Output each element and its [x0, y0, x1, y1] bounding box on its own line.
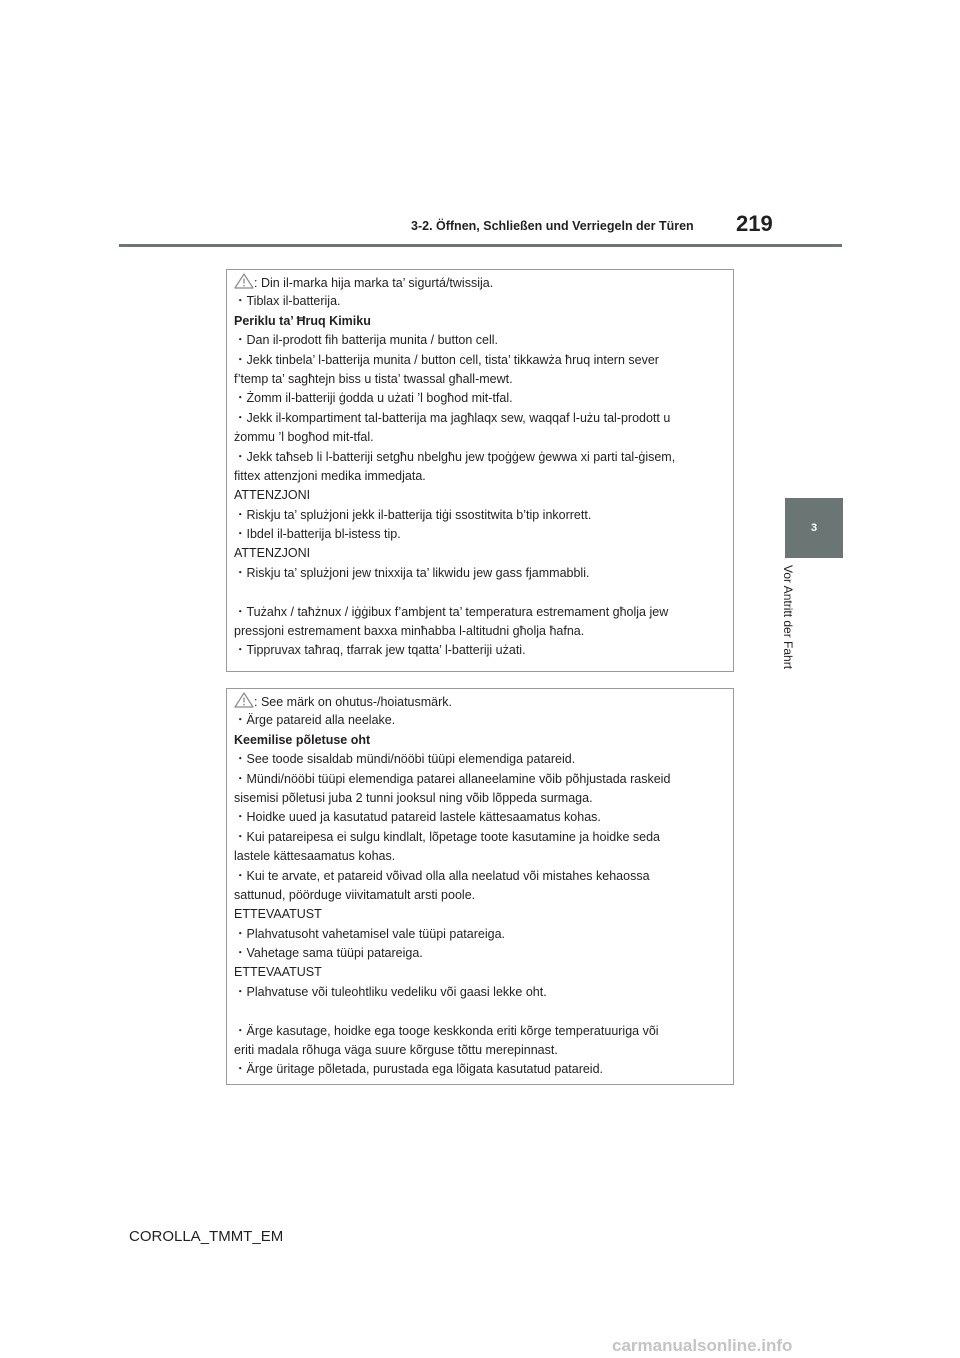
- line-text: ・Jekk il-kompartiment tal-batterija ma jagħlaqx sew, waqqaf l-użu tal-prodott u: [234, 410, 671, 425]
- line-text: ・Ärge üritage põletada, purustada ega lõigata kasutatud patareid.: [234, 1062, 604, 1077]
- text-line: [234, 983, 724, 1002]
- text-line: [234, 847, 724, 866]
- maltese-warning-box: [226, 269, 734, 672]
- line-text: ・Plahvatuse või tuleohtliku vedeliku või gaasi lekke oht.: [234, 984, 547, 999]
- text-line: [234, 351, 724, 370]
- text-line: [234, 692, 724, 711]
- text-line: [234, 905, 724, 924]
- line-text: ・Żomm il-batteriji ġodda u użati ’l bogħod mit-tfal.: [234, 391, 513, 406]
- line-text: sisemisi põletusi juba 2 tunni jooksul ning võib lõppeda surmaga.: [234, 790, 593, 805]
- text-line: [234, 1060, 724, 1079]
- line-text: fittex attenzjoni medika immedjata.: [234, 468, 426, 483]
- line-text: ・See toode sisaldab mündi/nööbi tüüpi elemendiga patareid.: [234, 752, 576, 767]
- line-text: Keemilise põletuse oht: [234, 732, 371, 747]
- line-text: ・Jekk taħseb li l-batteriji setgħu nbelgħu jew tpoġġew ġewwa xi parti tal-ġisem,: [234, 449, 676, 464]
- line-text: ・Ibdel il-batterija bl-istess tip.: [234, 527, 401, 542]
- line-text: ETTEVAATUST: [234, 907, 322, 922]
- line-text: ・Tiblax il-batterija.: [234, 294, 341, 309]
- line-text: ・Mündi/nööbi tüüpi elemendiga patarei allaneelamine võib põhjustada raskeid: [234, 771, 671, 786]
- warning-triangle-icon: [234, 273, 254, 289]
- line-text: ・Tippruvax taħraq, tfarrak jew tqatta’ l-batteriji użati.: [234, 643, 526, 658]
- line-text: sattunud, pöörduge viivitamatult arsti poole.: [234, 887, 476, 902]
- text-line: [234, 525, 724, 544]
- chapter-tab: [785, 498, 843, 558]
- line-text: Periklu ta’ Ħruq Kimiku: [234, 313, 371, 328]
- text-line: [234, 603, 724, 622]
- text-line: [234, 564, 724, 583]
- line-text: ・Ärge kasutage, hoidke ega tooge keskkonda eriti kõrge temperatuuriga või: [234, 1023, 659, 1038]
- text-line: [234, 467, 724, 486]
- chapter-number: 3: [810, 522, 818, 534]
- text-line: [234, 770, 724, 789]
- line-text: ・Dan il-prodott fih batterija munita / button cell.: [234, 333, 499, 348]
- line-text: ・Riskju ta’ splużjoni jew tnixxija ta’ likwidu jew gass fjammabbli.: [234, 565, 590, 580]
- text-line: [234, 1002, 724, 1021]
- text-line: [234, 1022, 724, 1041]
- text-line: [234, 963, 724, 982]
- line-text: ・Ärge patareid alla neelake.: [234, 713, 396, 728]
- text-line: [234, 370, 724, 389]
- text-line: [234, 389, 724, 408]
- text-line: [234, 292, 724, 311]
- line-text: : Din il-marka hija marka ta’ sigurtá/twissija.: [254, 276, 494, 290]
- text-line: [234, 867, 724, 886]
- line-text: ETTEVAATUST: [234, 965, 322, 980]
- text-line: [234, 789, 724, 808]
- line-text: ・Vahetage sama tüüpi patareiga.: [234, 946, 423, 961]
- estonian-warning-box: [226, 688, 734, 1085]
- document-code: COROLLA_TMMT_EM: [129, 1228, 284, 1245]
- text-line: [234, 750, 724, 769]
- line-text: ・Tużahx / taħżnux / iġġibux f’ambjent ta’ temperatura estremament għolja jew: [234, 604, 669, 619]
- text-line: [234, 925, 724, 944]
- line-text: ・Plahvatusoht vahetamisel vale tüüpi patareiga.: [234, 926, 505, 941]
- line-text: ・Kui te arvate, et patareid võivad olla alla neelatud või mistahes kehaossa: [234, 868, 650, 883]
- text-line: [234, 312, 724, 331]
- text-line: [234, 273, 724, 292]
- text-line: [234, 583, 724, 602]
- text-line: [234, 944, 724, 963]
- text-line: [234, 486, 724, 505]
- line-text: ・Riskju ta’ splużjoni jekk il-batterija tiġi ssostitwita b’tip inkorrett.: [234, 507, 592, 522]
- line-text: : See märk on ohutus-/hoiatusmärk.: [254, 695, 453, 709]
- watermark: carmanualsonline.info: [612, 1336, 793, 1355]
- text-line: [234, 808, 724, 827]
- header-rule: [119, 244, 842, 247]
- line-text: żommu ’l bogħod mit-tfal.: [234, 430, 374, 445]
- text-line: [234, 622, 724, 641]
- text-line: [234, 544, 724, 563]
- chapter-title: Vor Antritt der Fahrt: [781, 565, 795, 670]
- text-line: [234, 731, 724, 750]
- text-line: [234, 506, 724, 525]
- text-line: [234, 641, 724, 660]
- line-text: lastele kättesaamatus kohas.: [234, 849, 396, 864]
- section-title: 3-2. Öffnen, Schließen und Verriegeln der Türen: [411, 219, 694, 233]
- page-number: 219: [736, 211, 773, 236]
- text-line: [234, 331, 724, 350]
- text-line: [234, 886, 724, 905]
- line-text: eriti madala rõhuga väga suure kõrguse tõttu merepinnast.: [234, 1043, 558, 1058]
- line-text: ・Hoidke uued ja kasutatud patareid lastele kättesaamatus kohas.: [234, 810, 601, 825]
- line-text: ATTENZJONI: [234, 488, 311, 503]
- line-text: f’temp ta’ sagħtejn biss u tista’ twassal għall-mewt.: [234, 371, 513, 386]
- text-line: [234, 828, 724, 847]
- text-line: [234, 409, 724, 428]
- text-line: [234, 448, 724, 467]
- text-line: [234, 711, 724, 730]
- text-line: [234, 428, 724, 447]
- line-text: ・Kui patareipesa ei sulgu kindlalt, lõpetage toote kasutamine ja hoidke seda: [234, 829, 660, 844]
- line-text: ATTENZJONI: [234, 546, 311, 561]
- line-text: ・Jekk tinbela’ l-batterija munita / button cell, tista’ tikkawża ħruq intern sever: [234, 352, 659, 367]
- warning-triangle-icon: [234, 692, 254, 708]
- text-line: [234, 1041, 724, 1060]
- line-text: pressjoni estremament baxxa minħabba l-altitudni għolja ħafna.: [234, 624, 585, 639]
